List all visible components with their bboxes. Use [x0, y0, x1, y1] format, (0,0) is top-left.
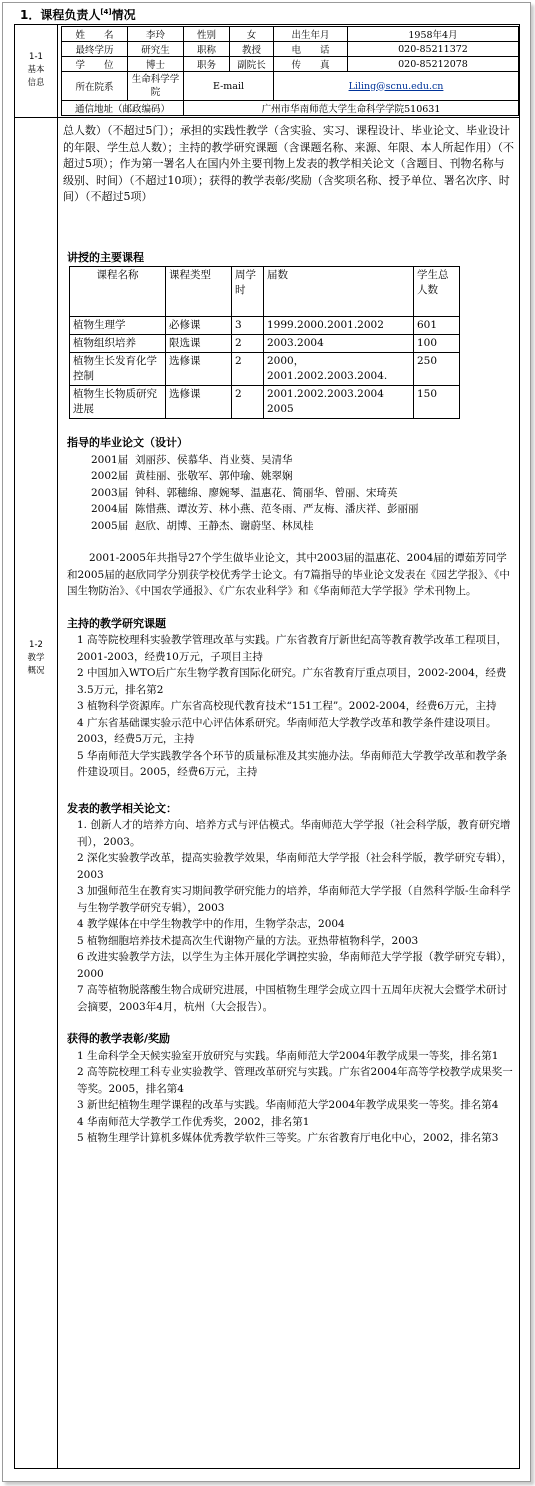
- project-item: 1 高等院校理科实验教学管理改革与实践。广东省教育厅新世纪高等教育教学改革工程项目，2001-2003，经费10万元，子项目主持: [77, 634, 508, 663]
- thesis-year: 2003届: [91, 486, 129, 499]
- section-heading: 1．课程负责人[4]情况: [20, 8, 136, 22]
- teaching-content: [63, 123, 515, 1147]
- thesis-names: 钟科、郭穗绵、廖婉琴、温惠花、简丽华、曾丽、宋琦英: [135, 486, 398, 499]
- paper-item: 6 改进实验教学方法，以学生为主体开展化学调控实验，华南师范大学学报（教学研究专辑），2000: [77, 951, 513, 980]
- weekly-hours: 2: [232, 335, 264, 353]
- paper-item: 7 高等植物脱落酸生物合成研究进展，中国植物生理学会成立四十五周年庆祝大会暨学术研讨会摘要，2003年4月，杭州（大会报告）。: [77, 984, 508, 1013]
- course-name: 植物生长发育化学控制: [70, 353, 166, 386]
- papers-title: 发表的教学相关论文：: [67, 801, 177, 815]
- main-form-table: [14, 24, 520, 1469]
- list-item: [91, 468, 515, 485]
- paper-item: 5 植物细胞培养技术提高次生代谢物产量的方法。亚热带植物科学，2003: [77, 934, 419, 947]
- course-name-header: 课程名称: [70, 267, 166, 317]
- paper-item: 3 加强师范生在教育实习期间教学研究能力的培养，华南师范大学学报（自然科学版-生命科学与生物学教学研究专辑），2003: [77, 885, 511, 914]
- info-row: [62, 101, 519, 116]
- courses-header-row: [70, 267, 460, 317]
- intro-paragraph: 总人数）（不超过5门）；承担的实践性教学（含实验、实习、课程设计、毕业论文、毕业设计的年限、学生总人数）；主持的教学研究课题（含课题名称、来源、年限、本人所起作用）（不超过5项）；作为第一署名人在国内外主要刊物上发表的教学相关论文（含题目、刊物名称与级别、时间）（不超过10项）；获得的教学表彰/奖励（含奖项名称、授予单位、署名次序、时间）（不超过5项）: [63, 124, 514, 203]
- award-item: 4 华南师范大学教学工作优秀奖，2002，排名第1: [77, 1115, 310, 1128]
- info-row: [62, 42, 519, 57]
- course-type: 限选课: [166, 335, 232, 353]
- project-item: 3 植物科学资源库。广东省高校现代教育技术“151工程”。2002-2004，经费6万元，主持: [77, 700, 497, 712]
- sessions: 2001.2002.2003.2004 2005: [264, 386, 414, 419]
- birth-label: 出生年月: [274, 27, 348, 42]
- course-type: 选修课: [166, 353, 232, 386]
- students: 601: [414, 317, 460, 335]
- students: 150: [414, 386, 460, 419]
- address-label: 通信地址（邮政编码）: [62, 101, 184, 116]
- title-value: 教授: [230, 42, 274, 57]
- address-value: 广州市华南师范大学生命科学学院510631: [184, 101, 519, 116]
- sessions: 1999.2000.2001.2002: [264, 317, 414, 335]
- education-label: 最终学历: [62, 42, 128, 57]
- table-row: [70, 386, 460, 419]
- position-value: 副院长: [230, 57, 274, 72]
- course-type: 选修课: [166, 386, 232, 419]
- column-divider: [57, 25, 58, 1468]
- gender-value: 女: [230, 27, 274, 42]
- courses-table: [69, 266, 460, 419]
- thesis-names: 刘丽莎、侯慕华、肖业葵、吴清华: [135, 453, 293, 466]
- sessions: 2003.2004: [264, 335, 414, 353]
- thesis-names: 赵欣、胡博、王静杰、谢蔚坚、林凤桂: [135, 519, 314, 532]
- thesis-year: 2004届: [91, 503, 129, 515]
- sessions-header: 届数: [264, 267, 414, 317]
- info-row: [62, 27, 519, 42]
- table-row: [70, 335, 460, 353]
- course-type-header: 课程类型: [166, 267, 232, 317]
- fax-value: 020-85212078: [348, 57, 519, 72]
- name-value: 李玲: [128, 27, 184, 42]
- name-label: 姓 名: [62, 27, 128, 42]
- fax-label: 传 真: [274, 57, 348, 72]
- award-item: 3 新世纪植物生理学课程的改革与实践。华南师范大学2004年教学成果奖一等奖。排名第4: [77, 1099, 499, 1111]
- birth-value: 1958年4月: [348, 27, 519, 42]
- paper-item: 4 教学媒体在中学生物教学中的作用，生物学杂志，2004: [77, 918, 345, 930]
- education-value: 研究生: [128, 42, 184, 57]
- title-label: 职称: [184, 42, 230, 57]
- department-value: 生命科学学院: [128, 72, 184, 101]
- projects-title: 主持的教学研究课题: [67, 616, 166, 630]
- award-item: 5 植物生理学计算机多媒体优秀教学软件三等奖。广东省教育厅电化中心，2002，排名第3: [77, 1132, 499, 1144]
- course-name: 植物生理学: [70, 317, 166, 335]
- position-label: 职务: [184, 57, 230, 72]
- basic-info-table: [61, 26, 519, 116]
- courses-title: 讲授的主要课程: [67, 250, 144, 264]
- weekly-hours: 3: [232, 317, 264, 335]
- course-type: 必修课: [166, 317, 232, 335]
- email-label: E-mail: [184, 72, 274, 101]
- degree-label: 学 位: [62, 57, 128, 72]
- phone-value: 020-85211372: [348, 42, 519, 57]
- basic-info-label: 1-1 基本 信息: [27, 52, 45, 88]
- list-item: [91, 452, 515, 469]
- paper-item: 2 深化实验教学改革，提高实验教学效果，华南师范大学学报（社会科学版，教学研究专辑），2003: [77, 852, 513, 881]
- project-item: 4 广东省基础课实验示范中心评估体系研究。华南师范大学教学改革和教学条件建设项目。2003，经费5万元，主持: [77, 716, 497, 745]
- thesis-year: 2001届: [91, 453, 129, 466]
- thesis-names: 陈惜燕、谭汝芳、林小燕、范冬雨、严友梅、潘庆祥、彭丽丽: [135, 503, 419, 515]
- info-row: [62, 57, 519, 72]
- award-item: 1 生命科学全天候实验室开放研究与实践。华南师范大学2004年教学成果一等奖，排名第1: [77, 1049, 499, 1062]
- email-link[interactable]: Liling@scnu.edu.cn: [348, 80, 444, 92]
- teaching-overview-label: 1-2 教学 概况: [27, 640, 45, 676]
- students: 250: [414, 353, 460, 386]
- course-name: 植物组织培养: [70, 335, 166, 353]
- list-item: [91, 501, 515, 518]
- weekly-hours: 2: [232, 386, 264, 419]
- phone-label: 电 话: [274, 42, 348, 57]
- list-item: [91, 485, 515, 502]
- theses-title: 指导的毕业论文（设计）: [67, 436, 188, 449]
- department-label: 所在院系: [62, 72, 128, 101]
- weekly-hours: 2: [232, 353, 264, 386]
- degree-value: 博士: [128, 57, 184, 72]
- gender-label: 性别: [184, 27, 230, 42]
- sessions: 2000，2001.2002.2003.2004.: [264, 353, 414, 386]
- paper-item: 1. 创新人才的培养方向、培养方式与评估模式。华南师范大学学报（社会科学版，教育研究增刊），2003。: [77, 819, 511, 848]
- awards-title: 获得的教学表彰/奖励: [67, 1032, 171, 1045]
- weekly-hours-header: 周学时: [232, 267, 264, 317]
- thesis-year: 2002届: [91, 470, 129, 482]
- award-item: 2 高等院校理工科专业实验教学、管理改革研究与实践。广东省2004年高等学校教学成果奖一等奖。2005，排名第4: [77, 1066, 513, 1095]
- table-row: [70, 317, 460, 335]
- list-item: [91, 518, 515, 535]
- project-item: 5 华南师范大学实践教学各个环节的质量标准及其实施办法。华南师范大学教学改革和教学条件建设项目。2005，经费6万元，主持: [77, 749, 508, 778]
- students-header: 学生总人数: [414, 267, 460, 317]
- table-row: [70, 353, 460, 386]
- project-item: 2 中国加入WTO后广东生物学教育国际化研究。广东省教育厅重点项目，2002-2004，经费3.5万元，排名第2: [77, 667, 507, 696]
- theses-summary: 2001-2005年共指导27个学生做毕业论文，其中2003届的温惠花、2004届的谭茹芳同学和2005届的赵欣同学分别获学校优秀学士论文。有7篇指导的毕业论文发表在《园艺学报》、《中国生物防治》、《中国农学通报》、《广东农业科学》和《华南师范大学学报》学术刊物上。: [67, 552, 510, 597]
- info-row: [62, 72, 519, 101]
- students: 100: [414, 335, 460, 353]
- thesis-names: 黄桂丽、张敬军、郭仲瑜、姚翠娴: [135, 470, 293, 482]
- thesis-year: 2005届: [91, 519, 129, 532]
- row-divider: [15, 117, 519, 118]
- course-name: 植物生长物质研究进展: [70, 386, 166, 419]
